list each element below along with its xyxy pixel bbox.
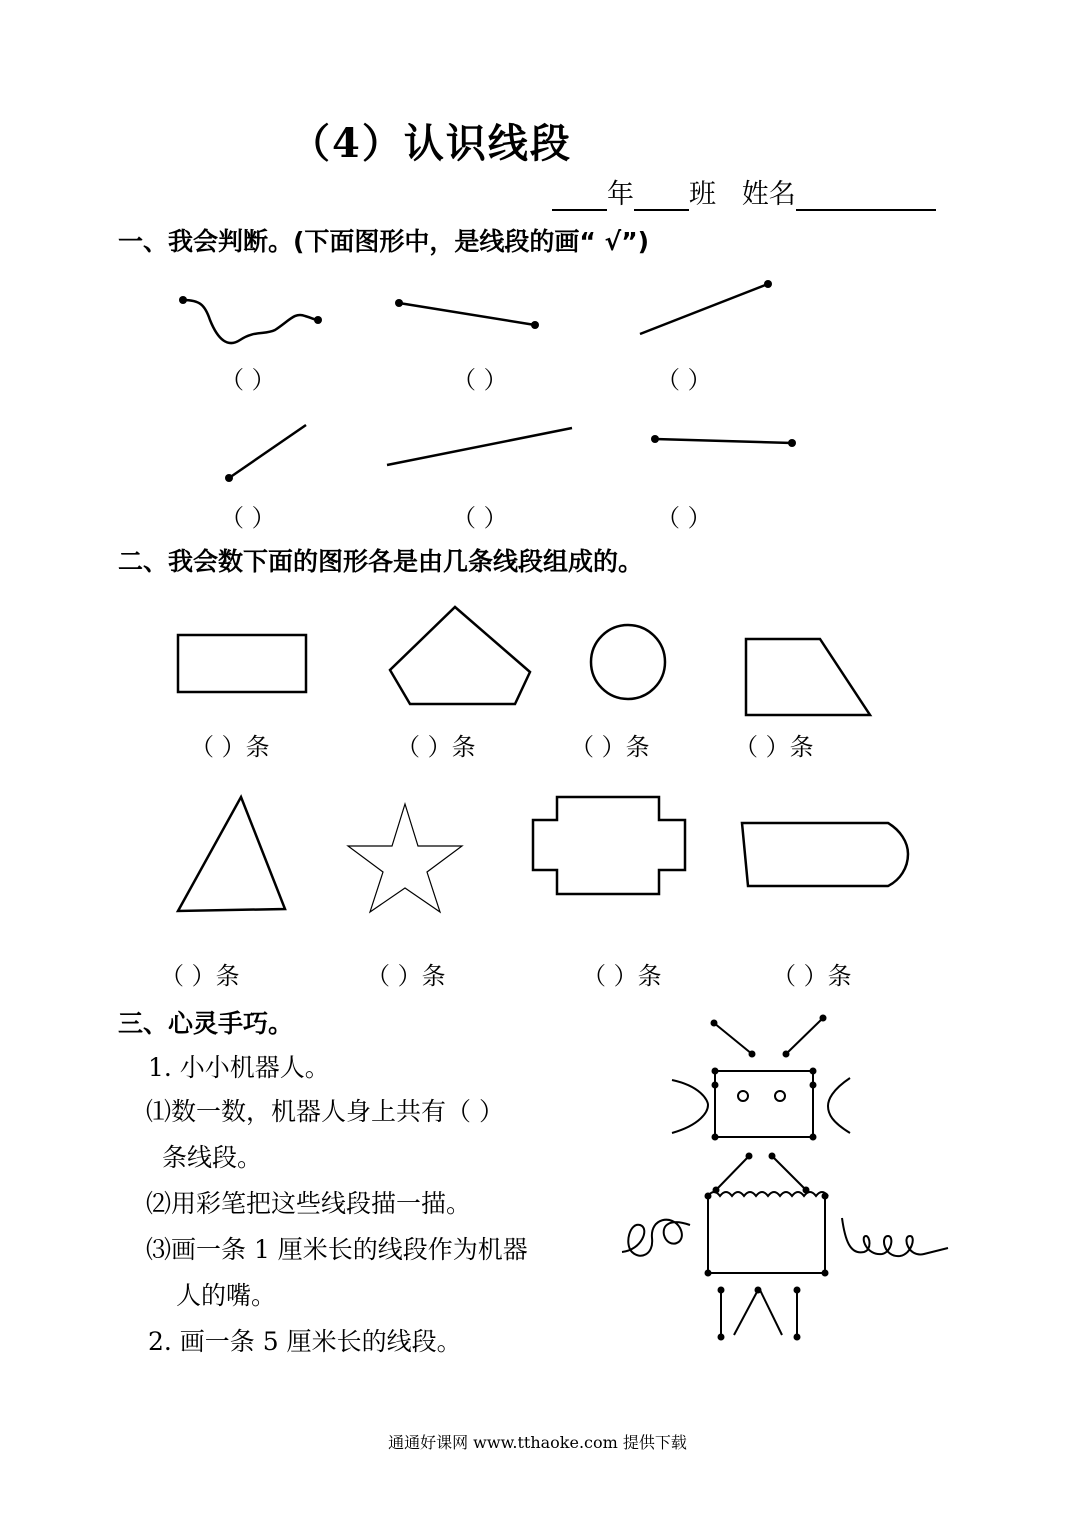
answer-paren: （ ） bbox=[656, 366, 712, 394]
robot-collar bbox=[708, 1192, 828, 1196]
robot-leg bbox=[760, 1290, 782, 1335]
endpoint-dot bbox=[764, 280, 772, 288]
trapezoid-shape bbox=[746, 639, 870, 715]
count-label: （ ）条 bbox=[772, 962, 852, 990]
robot-neck bbox=[772, 1156, 806, 1190]
endpoint-dot bbox=[531, 321, 539, 329]
page-title: （4）认识线段 bbox=[290, 120, 572, 167]
count-label: （ ）条 bbox=[734, 733, 814, 761]
question-1c: ⑶画一条 1 厘米长的线段作为机器 bbox=[146, 1235, 528, 1264]
segment-figure bbox=[399, 303, 535, 325]
curve-figure bbox=[183, 300, 318, 343]
question-2: 2. 画一条 5 厘米长的线段。 bbox=[148, 1327, 462, 1356]
pentagon-shape bbox=[390, 607, 530, 704]
robot-ear bbox=[672, 1080, 708, 1133]
robot-eye bbox=[775, 1091, 785, 1101]
rounded-shape bbox=[742, 823, 908, 886]
circle-shape bbox=[591, 625, 665, 699]
question-1: 1. 小小机器人。 bbox=[148, 1053, 330, 1082]
segment-figure bbox=[655, 439, 792, 443]
antenna bbox=[714, 1023, 752, 1054]
antenna bbox=[786, 1018, 823, 1054]
count-label: （ ）条 bbox=[160, 962, 240, 990]
answer-paren: （ ） bbox=[452, 366, 508, 394]
rectangle-shape bbox=[178, 635, 306, 692]
robot-leg bbox=[734, 1290, 758, 1335]
count-label: （ ）条 bbox=[570, 733, 650, 761]
endpoint-dot bbox=[225, 474, 233, 482]
endpoint-dot bbox=[651, 435, 659, 443]
answer-paren: （ ） bbox=[220, 366, 276, 394]
name-label: 姓名 bbox=[741, 179, 796, 210]
star-shape bbox=[348, 804, 462, 912]
answer-paren: （ ） bbox=[220, 504, 276, 532]
section1-heading: 一、我会判断。(下面图形中，是线段的画“ √”) bbox=[118, 227, 650, 256]
endpoint-dot bbox=[395, 299, 403, 307]
endpoint-dot bbox=[179, 296, 187, 304]
section3-heading: 三、心灵手巧。 bbox=[118, 1009, 294, 1038]
count-label: （ ）条 bbox=[582, 962, 662, 990]
grade-label: 年 bbox=[607, 179, 634, 210]
cross-shape bbox=[533, 797, 685, 894]
question-1c-cont: 人的嘴。 bbox=[176, 1281, 277, 1310]
robot-arm bbox=[622, 1220, 690, 1256]
count-label: （ ）条 bbox=[190, 733, 270, 761]
count-label: （ ）条 bbox=[366, 962, 446, 990]
endpoint-dot bbox=[314, 316, 322, 324]
answer-paren: （ ） bbox=[452, 504, 508, 532]
section2-heading: 二、我会数下面的图形各是由几条线段组成的。 bbox=[118, 547, 644, 576]
answer-paren: （ ） bbox=[656, 504, 712, 532]
count-label: （ ）条 bbox=[396, 733, 476, 761]
question-1b: ⑵用彩笔把这些线段描一描。 bbox=[146, 1189, 472, 1218]
question-1a: ⑴数一数，机器人身上共有（ ） bbox=[146, 1097, 504, 1126]
line-figure bbox=[387, 428, 572, 465]
robot-eye bbox=[738, 1091, 748, 1101]
robot-ear bbox=[828, 1078, 850, 1133]
triangle-shape bbox=[178, 797, 285, 911]
endpoint-dot bbox=[788, 439, 796, 447]
question-1a-cont: 条线段。 bbox=[162, 1143, 263, 1172]
robot-arm bbox=[842, 1218, 948, 1256]
ray-figure bbox=[229, 425, 306, 478]
ray-figure bbox=[640, 284, 768, 334]
footer: 通通好课网 www.tthaoke.com 提供下载 bbox=[388, 1433, 687, 1452]
class-label: 班 bbox=[689, 179, 716, 210]
robot-neck bbox=[716, 1156, 749, 1190]
